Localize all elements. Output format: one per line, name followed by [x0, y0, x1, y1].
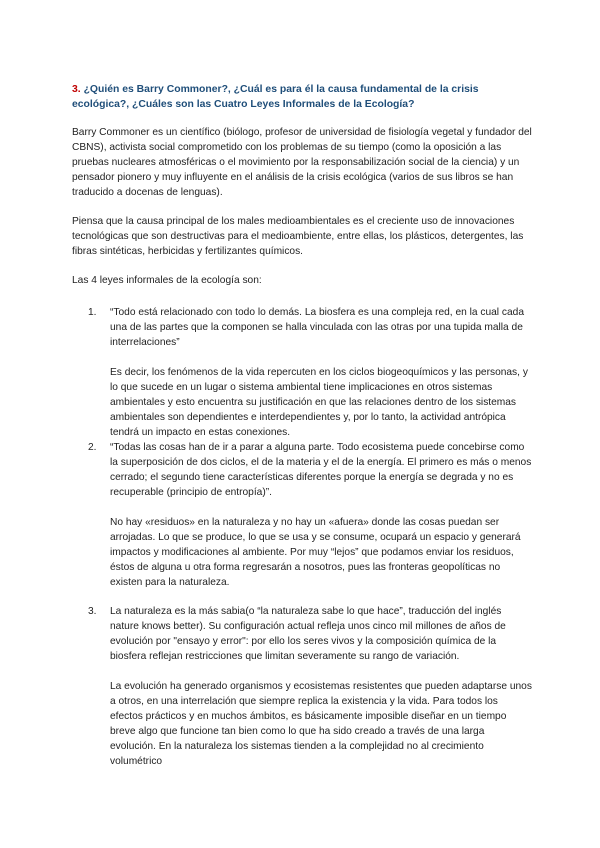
- law-item-2: [72, 440, 532, 590]
- law-item-3: [72, 604, 532, 769]
- law-marker: 1.: [88, 307, 97, 318]
- law-marker: 3.: [88, 606, 97, 617]
- document-page: [72, 82, 532, 769]
- law-statement: “Todas las cosas han de ir a parar a alguna parte. Todo ecosistema puede concebirse como la superposición de dos ciclos, el de la materia y el de la energía. El primero es más o menos cerrado; el segundo tiene características diferentes porque la energía se degrada y no es recuperable (principio de entropía)”.: [110, 442, 532, 498]
- question-text: ¿Quién es Barry Commoner?, ¿Cuál es para él la causa fundamental de la crisis ecológica?, ¿Cuáles son las Cuatro Leyes Informales de la Ecología?: [72, 84, 479, 110]
- law-statement: La naturaleza es la más sabia(o “la naturaleza sabe lo que hace”, traducción del inglés nature knows better). Su configuración actual refleja unos cinco mil millones de años de evolución por "ensayo y error": por ello los seres vivos y la composición química de la biosfera reflejan restricciones que limitan severamente su rango de variación.: [110, 606, 506, 662]
- question-heading: [72, 82, 532, 112]
- paragraph-commoner-bio: Barry Commoner es un científico (biólogo, profesor de universidad de fisiología vegetal y fundador del CBNS), activista social comprometido con los problemas de su tiempo (como la oposición a las pruebas nucleares atmosféricas o el movimiento por la responsabilización social de la ciencia) y un pensador pionero y muy influyente en el análisis de la crisis ecológica (varios de sus libros se han traducido a docenas de lenguas).: [72, 127, 532, 198]
- law-explanation: La evolución ha generado organismos y ecosistemas resistentes que pueden adaptarse unos a otros, en una interrelación que siempre replica la existencia y la vida. Para todos los efectos prácticos y en muchos ámbitos, es básicamente imposible diseñar en un tiempo breve algo que funcione tan bien como lo que ha sido creado a través de una larga evolución. En la naturaleza los sistemas tienden a la complejidad no al crecimiento volumétrico: [110, 681, 532, 767]
- question-number: 3.: [72, 84, 81, 95]
- laws-list: [72, 305, 532, 769]
- law-item-1: [72, 305, 532, 440]
- law-explanation: No hay «residuos» en la naturaleza y no hay un «afuera» donde las cosas puedan ser arrojadas. Lo que se produce, lo que se usa y se consume, ocupará un espacio y generará impactos y modificaciones al ambiente. Por muy “lejos” que podamos enviar los residuos, éstos de alguna u otra forma regresarán a nosotros, pues las fronteras geopolíticas no existen para la naturaleza.: [110, 517, 521, 588]
- laws-intro: Las 4 leyes informales de la ecología son:: [72, 275, 262, 286]
- paragraph-main-cause: Piensa que la causa principal de los males medioambientales es el creciente uso de innovaciones tecnológicas que son destructivas para el medioambiente, entre ellas, los plásticos, detergentes, las fibras sintéticas, herbicidas y fertilizantes químicos.: [72, 216, 524, 257]
- law-marker: 2.: [88, 442, 97, 453]
- law-explanation: Es decir, los fenómenos de la vida repercuten en los ciclos biogeoquímicos y las personas, y lo que sucede en un lugar o sistema ambiental tiene implicaciones en otros sistemas ambientales y esto encuentra su justificación en que las relaciones dentro de los sistemas ambientales son dependientes e interdependientes y, por lo tanto, la actividad antrópica tendrá un impacto en estas conexiones.: [110, 367, 528, 438]
- law-statement: “Todo está relacionado con todo lo demás. La biosfera es una compleja red, en la cual cada una de las partes que la componen se halla vinculada con las otras por una tupida malla de interrelaciones”: [110, 307, 524, 348]
